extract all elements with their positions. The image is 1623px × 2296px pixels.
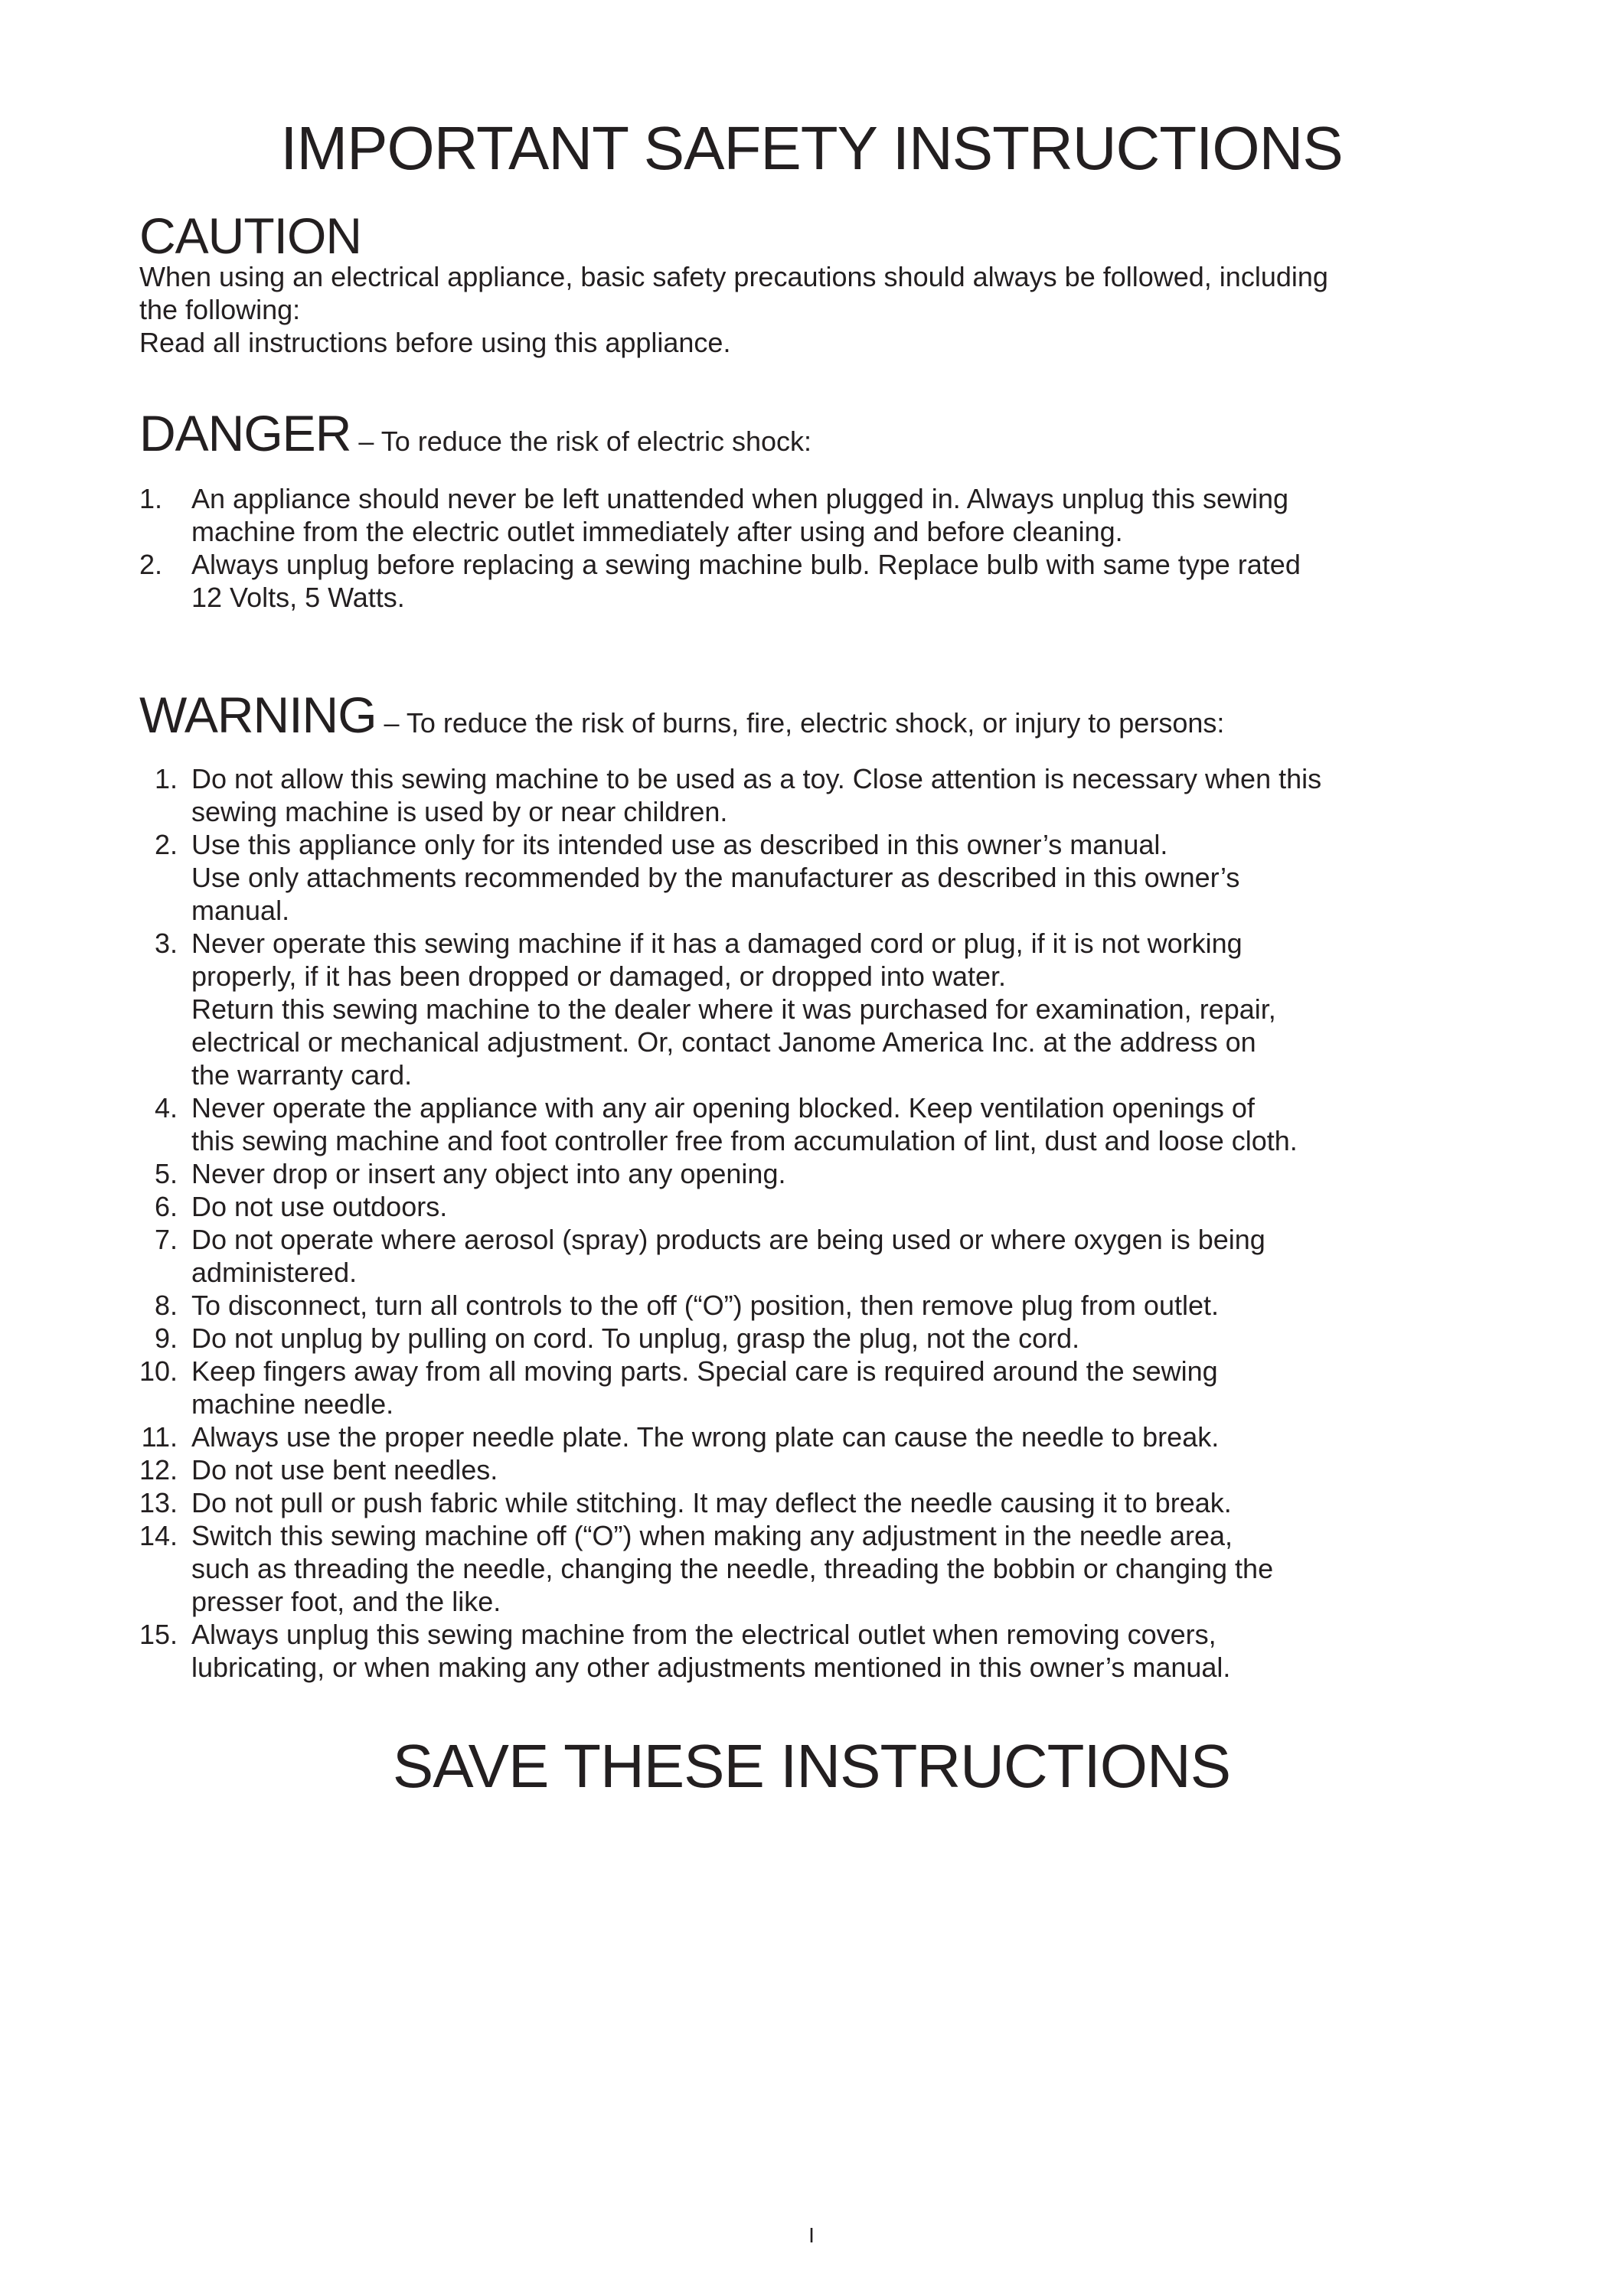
list-item-line: Do not operate where aerosol (spray) products are being used or where oxygen is being: [191, 1224, 1265, 1255]
list-item-line: Use this appliance only for its intended use as described in this owner’s manual.: [191, 829, 1168, 860]
warning-list: [139, 762, 1502, 1684]
list-item: [139, 1453, 1502, 1486]
list-item: [139, 927, 1502, 1091]
list-item-line: Always use the proper needle plate. The wrong plate can cause the needle to break.: [191, 1421, 1220, 1453]
list-item-line: Do not use bent needles.: [191, 1454, 498, 1486]
list-item-line: properly, if it has been dropped or damaged, or dropped into water.: [191, 960, 1007, 992]
list-item-line: Do not pull or push fabric while stitching. It may deflect the needle causing it to break.: [191, 1487, 1232, 1518]
list-item: [139, 548, 1502, 614]
page-title: IMPORTANT SAFETY INSTRUCTIONS: [280, 114, 1343, 182]
list-item-line: Never drop or insert any object into any opening.: [191, 1158, 786, 1189]
list-item-number: 7.: [154, 1224, 178, 1255]
list-item: [139, 1322, 1502, 1355]
caution-line: When using an electrical appliance, basic safety precautions should always be followed, including: [139, 261, 1328, 292]
list-item: [139, 828, 1502, 927]
list-item-line: the warranty card.: [191, 1059, 413, 1091]
list-item: [139, 1618, 1502, 1684]
caution-line: Read all instructions before using this appliance.: [139, 327, 731, 358]
list-item: [139, 1190, 1502, 1223]
list-item-line: machine needle.: [191, 1388, 394, 1420]
list-item-number: 11.: [141, 1421, 178, 1453]
caution-body: [139, 260, 1502, 359]
caution-heading-word: CAUTION: [139, 207, 361, 264]
caution-section: [139, 208, 1502, 359]
list-item-line: such as threading the needle, changing the needle, threading the bobbin or changing the: [191, 1553, 1274, 1584]
list-item-line: An appliance should never be left unattended when plugged in. Always unplug this sewing: [191, 483, 1289, 514]
list-item-number: 2.: [154, 829, 178, 860]
list-item-line: manual.: [191, 895, 290, 926]
warning-subheading: – To reduce the risk of burns, fire, electric shock, or injury to persons:: [376, 707, 1225, 739]
list-item-line: administered.: [191, 1257, 358, 1288]
warning-heading: [139, 687, 1502, 742]
list-item-line: Always unplug before replacing a sewing machine bulb. Replace bulb with same type rated: [191, 549, 1301, 580]
list-item-line: machine from the electric outlet immediately after using and before cleaning.: [191, 516, 1123, 547]
list-item-line: Keep fingers away from all moving parts. Special care is required around the sewing: [191, 1355, 1218, 1387]
save-instructions-title: SAVE THESE INSTRUCTIONS: [392, 1732, 1231, 1800]
list-item-line: lubricating, or when making any other adjustments mentioned in this owner’s manual.: [191, 1652, 1231, 1683]
list-item-number: 15.: [139, 1619, 178, 1650]
list-item: [139, 1223, 1502, 1289]
danger-subheading: – To reduce the risk of electric shock:: [351, 426, 812, 457]
danger-heading-word: DANGER: [139, 405, 351, 461]
danger-list: [139, 482, 1502, 614]
list-item-number: 13.: [139, 1487, 178, 1518]
list-item-number: 8.: [154, 1290, 178, 1321]
list-item-line: Do not use outdoors.: [191, 1191, 448, 1222]
list-item-number: 6.: [154, 1191, 178, 1222]
list-item-line: electrical or mechanical adjustment. Or, contact Janome America Inc. at the address on: [191, 1026, 1256, 1058]
list-item-number: 9.: [154, 1322, 178, 1354]
list-item-number: 2.: [139, 549, 163, 580]
list-item-line: Do not allow this sewing machine to be used as a toy. Close attention is necessary when this: [191, 763, 1322, 794]
list-item-line: sewing machine is used by or near children.: [191, 796, 728, 827]
list-item: [139, 1091, 1502, 1157]
list-item-number: 1.: [139, 483, 163, 514]
warning-section: [139, 687, 1502, 1684]
list-item: [139, 482, 1502, 548]
list-item-number: 14.: [139, 1520, 178, 1551]
warning-heading-word: WARNING: [139, 687, 377, 743]
list-item-line: Switch this sewing machine off (“O”) when making any adjustment in the needle area,: [191, 1520, 1233, 1551]
danger-heading: [139, 406, 1502, 461]
list-item: [139, 1355, 1502, 1420]
list-item: [139, 1486, 1502, 1519]
list-item: [139, 762, 1502, 828]
caution-heading: [139, 208, 1502, 263]
list-item-number: 10.: [139, 1355, 178, 1387]
danger-section: [139, 406, 1502, 614]
caution-line: the following:: [139, 294, 301, 325]
page-number: I: [808, 2223, 815, 2247]
list-item-line: Use only attachments recommended by the manufacturer as described in this owner’s: [191, 862, 1240, 893]
list-item-line: presser foot, and the like.: [191, 1586, 501, 1617]
list-item-line: Never operate this sewing machine if it has a damaged cord or plug, if it is not working: [191, 928, 1243, 959]
list-item-number: 1.: [154, 763, 178, 794]
list-item: [139, 1420, 1502, 1453]
list-item: [139, 1519, 1502, 1618]
list-item-line: Return this sewing machine to the dealer where it was purchased for examination, repair,: [191, 993, 1276, 1025]
list-item: [139, 1157, 1502, 1190]
list-item-number: 12.: [139, 1454, 178, 1486]
list-item-line: Never operate the appliance with any air opening blocked. Keep ventilation openings of: [191, 1092, 1255, 1124]
list-item-number: 4.: [154, 1092, 178, 1124]
list-item-line: Always unplug this sewing machine from the electrical outlet when removing covers,: [191, 1619, 1216, 1650]
list-item-line: To disconnect, turn all controls to the off (“O”) position, then remove plug from outlet.: [191, 1290, 1219, 1321]
list-item-line: Do not unplug by pulling on cord. To unplug, grasp the plug, not the cord.: [191, 1322, 1080, 1354]
list-item-line: 12 Volts, 5 Watts.: [191, 582, 405, 613]
list-item-number: 3.: [154, 928, 178, 959]
list-item: [139, 1289, 1502, 1322]
list-item-line: this sewing machine and foot controller free from accumulation of lint, dust and loose cloth.: [191, 1125, 1298, 1156]
list-item-number: 5.: [154, 1158, 178, 1189]
